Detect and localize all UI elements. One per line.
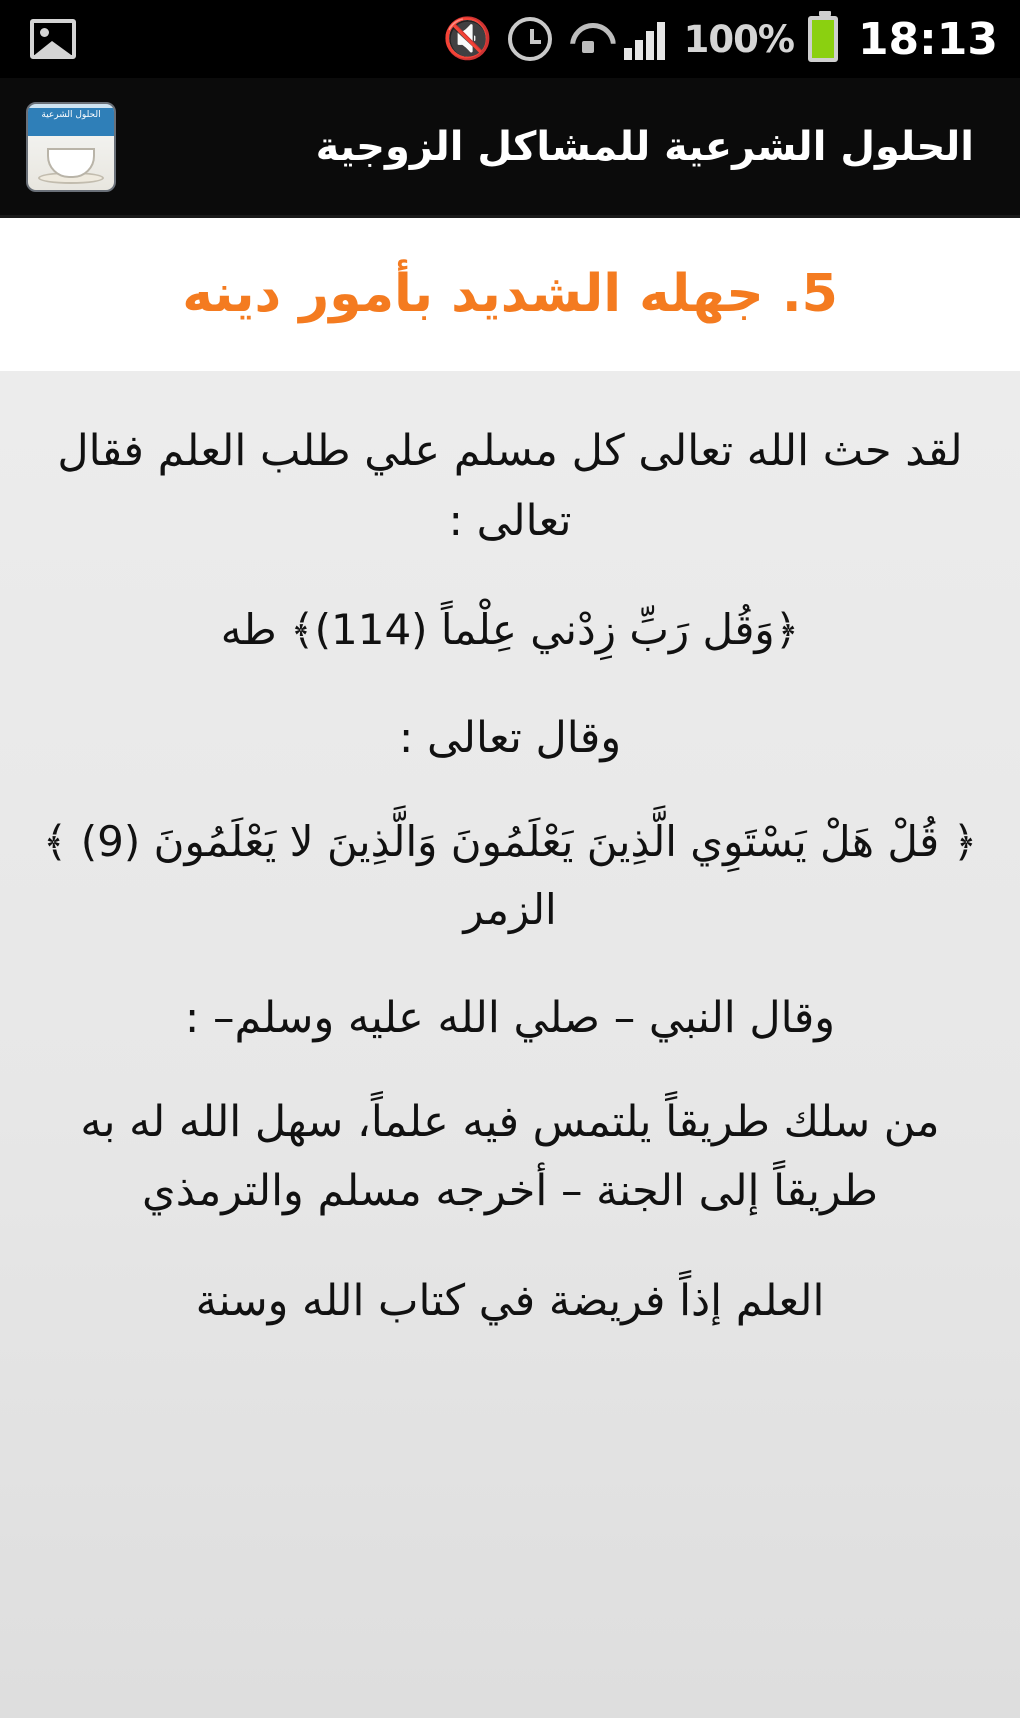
article-paragraph: لقد حث الله تعالى كل مسلم علي طلب العلم فقال تعالى : [57, 426, 963, 546]
wifi-icon [566, 19, 610, 59]
article-heading-area [0, 218, 1020, 371]
battery-percent: 100% [683, 17, 794, 61]
article-paragraph: من سلك طريقاً يلتمس فيه علماً، سهل الله له به طريقاً إلى الجنة – أخرجه مسلم والترمذي [80, 1096, 940, 1217]
article-paragraph: ﴿ قُلْ هَلْ يَسْتَوِي الَّذِينَ يَعْلَمُونَ وَالَّذِينَ لا يَعْلَمُونَ (9) ﴾ الزمر [42, 817, 978, 935]
article-paragraph: وقال تعالى : [398, 713, 622, 764]
status-bar-clock: 18:13 [857, 13, 998, 65]
page-title: 5. جهله الشديد بأمور دينه [182, 264, 838, 324]
article-paragraph: ﴿وَقُل رَبِّ زِدْني عِلْماً (114)﴾ طه [220, 605, 800, 655]
app-logo-icon[interactable] [26, 102, 116, 192]
battery-icon [808, 16, 838, 62]
alarm-icon [508, 17, 552, 61]
status-bar-right [76, 14, 998, 65]
article-paragraph: وقال النبي – صلي الله عليه وسلم– : [184, 993, 836, 1044]
status-bar [0, 0, 1020, 78]
signal-icon [624, 18, 670, 60]
photo-icon [30, 19, 76, 59]
article-body[interactable] [0, 371, 1020, 1718]
status-bar-left [30, 19, 76, 59]
mute-icon: 🔇 [442, 16, 493, 62]
article-paragraph: العلم إذاً فريضة في كتاب الله وسنة [195, 1276, 825, 1327]
app-bar [0, 78, 1020, 218]
app-title: الحلول الشرعية للمشاكل الزوجية [315, 123, 974, 170]
app-logo-banner: الحلول الشرعية [28, 108, 114, 136]
